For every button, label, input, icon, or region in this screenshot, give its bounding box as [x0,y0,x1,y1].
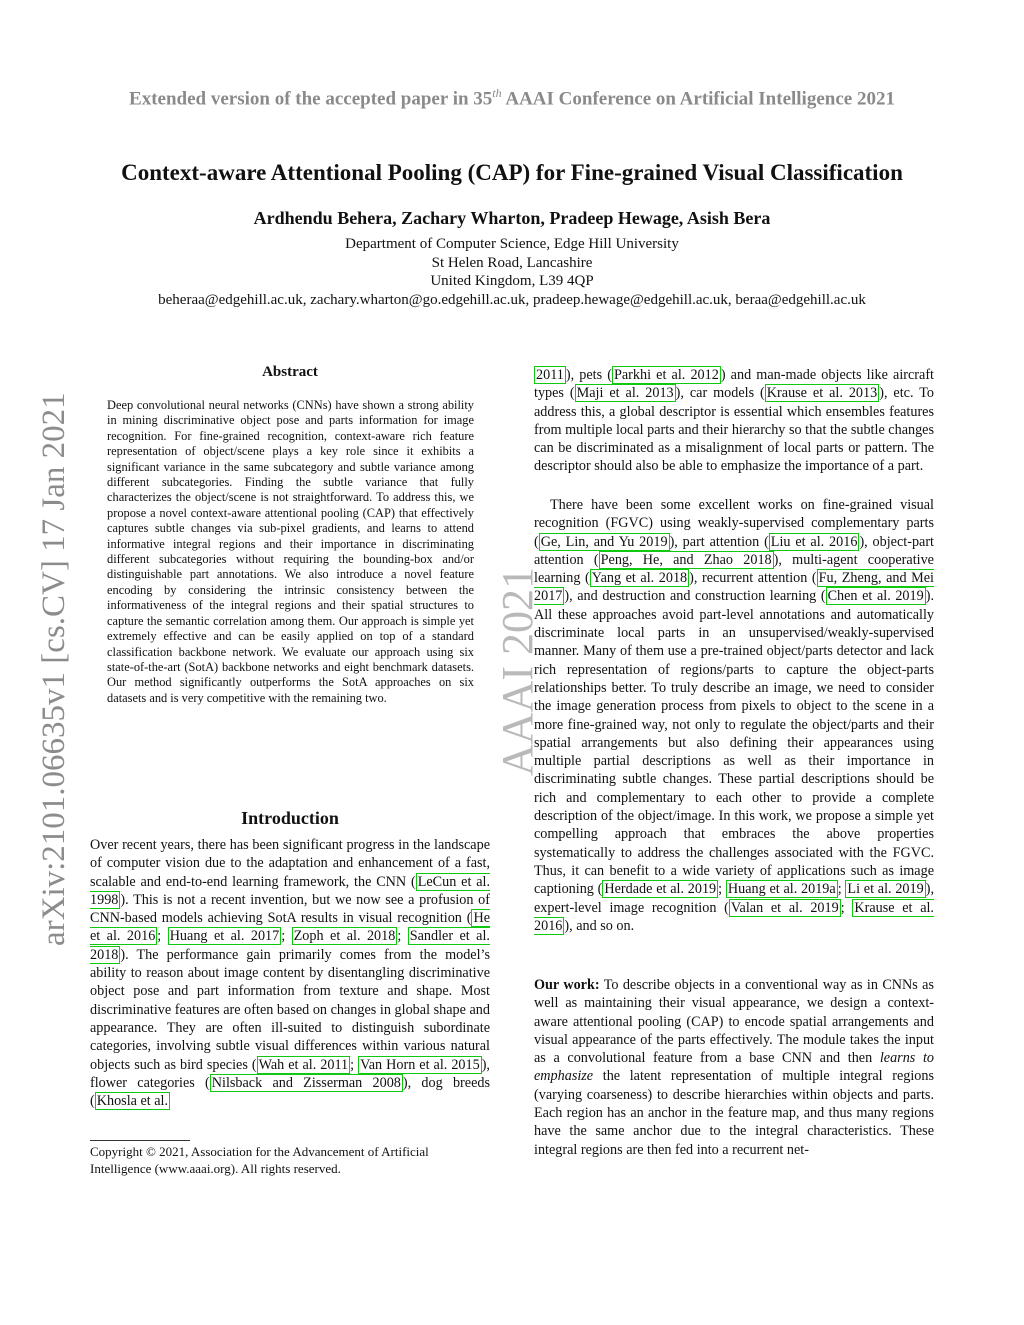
citation-link[interactable]: Krause et al. 2016 [534,899,934,934]
text-run: ), flower categories ( [90,1056,490,1091]
header-suffix: AAAI Conference on Artificial Intelligence 2021 [501,88,895,110]
abstract-text: Deep convolutional neural networks (CNNs) have shown a strong ability in mining discriminative object pose and parts information for image recognition. For fine-grained recognition, context-aware rich feature representation of object/scene plays a key role since it exhibits a significant variance in the same subcategory and subtle variance among different subcategories. Finding the subtle variance that fully characterizes the object/scene is not straightforward. To address this, we propose a novel context-aware attentional pooling (CAP) that effectively captures subtle changes via sub-pixel gradients, and learns to attend informative integral regions and their importance in discriminating different subcategories without requiring the bounding-box and/or distinguishable part annotations. We also introduce a novel feature encoding by considering the intrinsic consistency between the informativeness of the integral regions and their spatial structures to capture the semantic correlation among them. Our approach is simple yet extremely effective and can be easily applied on top of a standard classification backbone network. We evaluate our approach using six state-of-the-art (SotA) backbone networks and eight benchmark datasets. Our method significantly outperforms the SotA approaches on six datasets and is very competitive with the remaining two. [107,398,474,705]
text-run: ). All these approaches avoid part-level annotations and automatically discriminate local parts in an unsupervised/weakly-supervised manner. Many of them use a pre-trained object/parts detector and lack rich representation of regions/parts to capture the object-parts relationships better. To truly describe an image, we need to consider the image generation process from pixels to object to the scene in a more fine-grained way, not only to regulate the object/parts and their spatial arrangements but also defining their appearances using multiple partial descriptions as well as their importance in discriminating subtle changes. These partial descriptions should be rich and complementary to each other to provide a complete description of the object/image. In this work, we propose a simple yet compelling approach that embraces the above properties systematically to address the challenges associated with the FGVC. Thus, it can benefit to a wide variety of applications such as image captioning ( [534,588,934,898]
text-run: ; [157,928,168,945]
citation-link[interactable]: Huang et al. 2017 [169,928,280,945]
text-run: ), object-part attention ( [534,533,935,568]
author-emails: beheraa@edgehill.ac.uk, zachary.wharton@go.edgehill.ac.uk, pradeep.hewage@edgehill.ac.uk, beraa@edgehill.ac.uk [158,292,866,308]
text-run: ; [350,1056,359,1073]
text-run: Over recent years, there has been significant progress in the landscape of computer vision due to the adaptation and enhancement of a fast, scalable and end-to-end learning framework, the CNN ( [90,837,490,890]
header-prefix: Extended version of the accepted paper in 35 [129,88,493,110]
text-run: ) and man-made objects like aircraft types ( [534,367,934,402]
citation-link[interactable]: Krause et al. 2013 [766,385,878,402]
citation-link[interactable]: Chen et al. 2019 [827,588,924,605]
citation-link[interactable]: Ge, Lin, and Yu 2019 [540,533,668,550]
affiliation-street: St Helen Road, Lancashire [431,255,593,271]
text-run: ). This is not a recent invention, but we now see a profusion of CNN-based models achieving SotA results in visual recognition ( [90,891,490,927]
text-run: ), expert-level image recognition ( [534,881,934,916]
introduction-paragraph [90,836,490,1110]
affiliation-country: United Kingdom, L39 4QP [430,273,594,289]
citation-link[interactable]: Yang et al. 2018 [591,570,688,587]
text-run: ), pets ( [565,367,612,383]
paragraph-lead: Our work: [534,977,600,993]
text-run: ; [281,928,292,945]
text-run: the latent representation of multiple integral regions (varying coarseness) to describe hierarchies within objects and parts. Each region has an anchor in the feature map, and thus many regions have the same anchor due to the integral characteristics. These integral regions are then fed into a recurrent net- [534,1068,934,1158]
citation-link[interactable]: Maji et al. 2013 [576,385,674,402]
citation-link[interactable]: Li et al. 2019 [847,881,924,898]
text-run: ; [840,899,853,916]
abstract-heading: Abstract [262,364,318,380]
citation-link[interactable]: Wah et al. 2011 [258,1056,349,1073]
citation-link[interactable]: Nilsback and Zisserman 2008 [211,1074,401,1091]
citation-link[interactable]: Valan et al. 2019 [730,899,839,916]
text-run: There have been some excellent works on fine-grained visual recognition (FGVC) using weakly-supervised complementary parts ( [534,497,934,550]
text-run: ), car models ( [675,385,765,402]
arxiv-identifier: arXiv:2101.06635v1 [cs.CV] 17 Jan 2021 [36,392,72,946]
citation-link[interactable]: LeCun et al. 1998 [90,873,490,908]
text-run: ). The performance gain primarily comes from the model’s ability to reason about image content by disentangling discriminative object pose and part information from texture and shape. Most discriminative features are often based on changes in global shape and appearance. They are often ill-suited to distinguish subordinate categories, involving subtle visual differences within various natural objects such as bird species ( [90,946,490,1073]
citation-link[interactable]: Zoph et al. 2018 [293,928,396,945]
citation-link[interactable]: Fu, Zheng, and Mei 2017 [534,570,934,605]
citation-link[interactable]: Huang et al. 2019a [727,881,836,898]
text-run: ), recurrent attention ( [689,570,817,587]
right-paragraph-1 [534,366,934,476]
conference-header [0,86,1024,110]
text-run: ; [837,881,846,898]
emphasis-text: learns to emphasize [534,1050,934,1085]
citation-link[interactable]: Herdade et al. 2019 [604,881,717,898]
right-paragraph-2 [534,496,934,935]
text-run: ), and destruction and construction learning ( [564,588,826,605]
footnote-rule [90,1140,190,1141]
text-run: ), part attention ( [669,533,769,550]
text-run: ; [718,881,726,898]
right-paragraph-3 [534,976,934,1159]
citation-link[interactable]: 2011 [536,367,564,383]
citation-link[interactable]: Khosla et al. [96,1093,169,1110]
citation-link[interactable]: Parkhi et al. 2012 [613,367,719,383]
text-run: To describe objects in a conventional way as in CNNs as well as maintaining their visual appearance, we design a context-aware attentional pooling (CAP) to encode spatial arrangements and visual appearance of the parts effectively. The module takes the input as a convolutional feature from a base CNN and then [534,977,934,1067]
paper-title: Context-aware Attentional Pooling (CAP) for Fine-grained Visual Classification [121,160,903,185]
text-run: ), dog breeds ( [90,1074,490,1110]
citation-link[interactable]: Liu et al. 2016 [770,533,858,550]
citation-link[interactable]: He et al. 2016 [90,910,490,945]
text-run: ), etc. To address this, a global descriptor is essential which ensembles features from multiple local parts and their hierarchy so that the subtle changes can be discriminated as a misalignment of local parts or pattern. The descriptor should also be able to emphasize the importance of a part. [534,385,934,475]
author-list: Ardhendu Behera, Zachary Wharton, Pradeep Hewage, Asish Bera [253,208,771,228]
citation-link[interactable]: Peng, He, and Zhao 2018 [600,551,772,568]
citation-link[interactable]: Sandler et al. 2018 [90,928,490,963]
copyright-notice: Copyright © 2021, Association for the Advancement of Artificial Intelligence (www.aaai.org). All rights reserved. [90,1144,429,1176]
citation-link[interactable]: Van Horn et al. 2015 [360,1056,480,1073]
introduction-heading: Introduction [241,808,339,828]
aaai-watermark: AAAI 2021 [493,567,542,776]
text-run: ; [397,928,408,945]
affiliation-dept: Department of Computer Science, Edge Hill University [345,236,679,252]
text-run: ), multi-agent cooperative learning ( [534,551,934,587]
text-run: ), and so on. [564,917,635,934]
header-sup: th [492,86,502,100]
